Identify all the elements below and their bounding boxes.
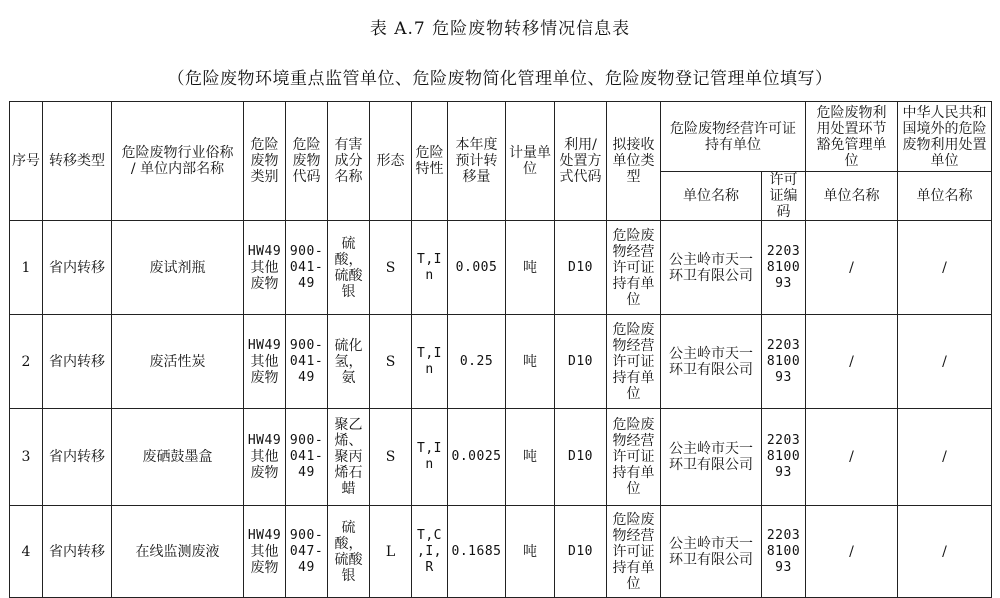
header-row-1 xyxy=(10,102,992,172)
cell-disposal-code: D10 xyxy=(555,221,607,315)
cell-form: S xyxy=(370,409,412,506)
cell-code: 900- 041- 49 xyxy=(286,221,328,315)
cell-overseas-unit-name: / xyxy=(898,506,992,598)
cell-licensed-unit-name: 公主岭市天一 环卫有限公司 xyxy=(661,221,762,315)
cell-license-number: 2203 8100 93 xyxy=(762,221,806,315)
cell-license-number: 2203 8100 93 xyxy=(762,409,806,506)
cell-hazard-property: T,C ,I, R xyxy=(412,506,448,598)
cell-code: 900- 041- 49 xyxy=(286,315,328,409)
cell-receiver-type: 危险废 物经营 许可证 持有单 位 xyxy=(607,315,661,409)
header-overseas-unit-group: 中华人民共和 国境外的危险 废物利用处置 单位 xyxy=(898,102,992,172)
cell-annual-amount: 0.1685 xyxy=(448,506,506,598)
hazardous-waste-transfer-table xyxy=(9,101,992,598)
cell-hazardous-component: 硫 酸， 硫酸 银 xyxy=(328,506,370,598)
cell-form: L xyxy=(370,506,412,598)
cell-exempt-unit-name: / xyxy=(806,506,898,598)
header-receiver-type: 拟接收 单位类 型 xyxy=(607,102,661,221)
cell-seq: 1 xyxy=(10,221,43,315)
cell-licensed-unit-name: 公主岭市天一 环卫有限公司 xyxy=(661,409,762,506)
cell-form: S xyxy=(370,315,412,409)
header-code: 危险 废物 代码 xyxy=(286,102,328,221)
cell-seq: 4 xyxy=(10,506,43,598)
cell-code: 900- 041- 49 xyxy=(286,409,328,506)
header-exempt-unit-name: 单位名称 xyxy=(806,172,898,221)
cell-hazardous-component: 聚乙 烯、 聚丙 烯石 蜡 xyxy=(328,409,370,506)
cell-category: HW49 其他 废物 xyxy=(244,315,286,409)
cell-receiver-type: 危险废 物经营 许可证 持有单 位 xyxy=(607,221,661,315)
header-overseas-unit-name: 单位名称 xyxy=(898,172,992,221)
table-row xyxy=(10,506,992,598)
cell-form: S xyxy=(370,221,412,315)
header-hazardous-component: 有害 成分 名称 xyxy=(328,102,370,221)
cell-transfer-type: 省内转移 xyxy=(43,221,112,315)
cell-waste-name: 在线监测废液 xyxy=(112,506,244,598)
cell-overseas-unit-name: / xyxy=(898,221,992,315)
cell-receiver-type: 危险废 物经营 许可证 持有单 位 xyxy=(607,506,661,598)
cell-transfer-type: 省内转移 xyxy=(43,409,112,506)
cell-waste-name: 废试剂瓶 xyxy=(112,221,244,315)
cell-receiver-type: 危险废 物经营 许可证 持有单 位 xyxy=(607,409,661,506)
cell-disposal-code: D10 xyxy=(555,506,607,598)
cell-licensed-unit-name: 公主岭市天一 环卫有限公司 xyxy=(661,315,762,409)
cell-disposal-code: D10 xyxy=(555,409,607,506)
header-exempt-unit-group: 危险废物利 用处置环节 豁免管理单 位 xyxy=(806,102,898,172)
cell-hazard-property: T,I n xyxy=(412,409,448,506)
header-transfer-type: 转移类型 xyxy=(43,102,112,221)
cell-unit: 吨 xyxy=(506,409,555,506)
table-row xyxy=(10,221,992,315)
cell-transfer-type: 省内转移 xyxy=(43,506,112,598)
cell-hazard-property: T,I n xyxy=(412,315,448,409)
cell-category: HW49 其他 废物 xyxy=(244,409,286,506)
cell-license-number: 2203 8100 93 xyxy=(762,506,806,598)
cell-hazardous-component: 硫化 氢， 氨 xyxy=(328,315,370,409)
header-annual-amount: 本年度 预计转 移量 xyxy=(448,102,506,221)
table-subtitle: （危险废物环境重点监管单位、危险废物简化管理单位、危险废物登记管理单位填写） xyxy=(167,69,833,89)
cell-licensed-unit-name: 公主岭市天一 环卫有限公司 xyxy=(661,506,762,598)
cell-hazardous-component: 硫 酸， 硫酸 银 xyxy=(328,221,370,315)
cell-category: HW49 其他 废物 xyxy=(244,221,286,315)
cell-code: 900- 047- 49 xyxy=(286,506,328,598)
cell-seq: 3 xyxy=(10,409,43,506)
cell-category: HW49 其他 废物 xyxy=(244,506,286,598)
header-disposal-code: 利用/ 处置方 式代码 xyxy=(555,102,607,221)
cell-hazard-property: T,I n xyxy=(412,221,448,315)
header-form: 形态 xyxy=(370,102,412,221)
cell-overseas-unit-name: / xyxy=(898,315,992,409)
header-licensed-unit-group: 危险废物经营许可证 持有单位 xyxy=(661,102,806,172)
cell-overseas-unit-name: / xyxy=(898,409,992,506)
cell-seq: 2 xyxy=(10,315,43,409)
cell-disposal-code: D10 xyxy=(555,315,607,409)
cell-unit: 吨 xyxy=(506,221,555,315)
cell-exempt-unit-name: / xyxy=(806,221,898,315)
header-unit: 计量单 位 xyxy=(506,102,555,221)
header-licensed-unit-name: 单位名称 xyxy=(661,172,762,221)
cell-waste-name: 废硒鼓墨盒 xyxy=(112,409,244,506)
cell-annual-amount: 0.0025 xyxy=(448,409,506,506)
cell-exempt-unit-name: / xyxy=(806,409,898,506)
cell-exempt-unit-name: / xyxy=(806,315,898,409)
table-title: 表 A.7 危险废物转移情况信息表 xyxy=(369,19,631,39)
table-row xyxy=(10,315,992,409)
cell-annual-amount: 0.005 xyxy=(448,221,506,315)
cell-annual-amount: 0.25 xyxy=(448,315,506,409)
cell-waste-name: 废活性炭 xyxy=(112,315,244,409)
header-seq: 序号 xyxy=(10,102,43,221)
cell-transfer-type: 省内转移 xyxy=(43,315,112,409)
header-hazard-property: 危险 特性 xyxy=(412,102,448,221)
cell-license-number: 2203 8100 93 xyxy=(762,315,806,409)
cell-unit: 吨 xyxy=(506,315,555,409)
table-row xyxy=(10,409,992,506)
header-waste-name: 危险废物行业俗称 / 单位内部名称 xyxy=(112,102,244,221)
header-license-number: 许可 证编 码 xyxy=(762,172,806,221)
cell-unit: 吨 xyxy=(506,506,555,598)
header-category: 危险 废物 类别 xyxy=(244,102,286,221)
